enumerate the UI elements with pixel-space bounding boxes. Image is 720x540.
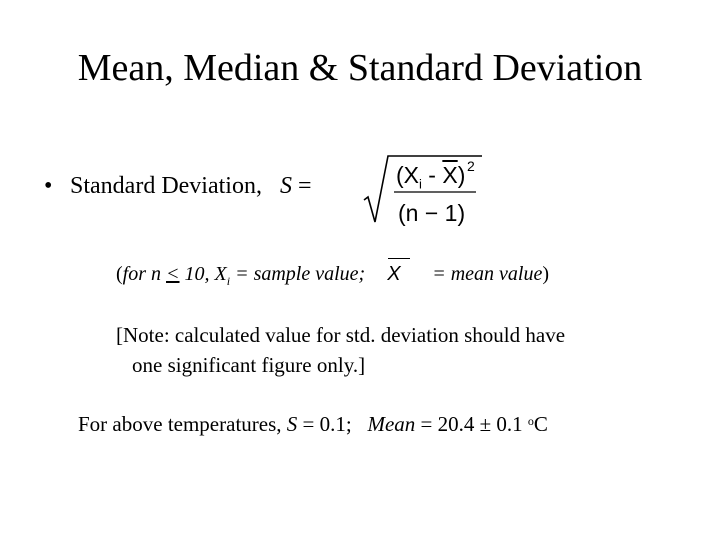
numerator-minus: -: [421, 162, 443, 188]
equals-sign: =: [297, 173, 312, 199]
formula-numerator: [396, 162, 465, 198]
xi-subscript: i: [226, 274, 231, 288]
numerator-xbar: X: [442, 162, 458, 188]
result-s-var: S: [286, 412, 298, 436]
result-prefix: For above temperatures,: [78, 412, 287, 436]
open-paren: (: [116, 263, 123, 285]
result-mean-var: Mean: [367, 412, 416, 436]
numerator-xi: (X: [396, 162, 419, 188]
result-mean-value: = 20.4 ± 0.1: [415, 412, 528, 436]
formula-denominator: (n − 1): [398, 200, 466, 226]
numerator-close: ): [457, 162, 466, 188]
mean-value-text: = mean value: [427, 263, 543, 285]
bullet-icon: •: [44, 173, 53, 199]
result-s-value: = 0.1;: [297, 412, 368, 436]
definition-prefix: for n: [122, 263, 167, 285]
s-variable: S: [279, 173, 292, 199]
degree-symbol: o: [527, 414, 534, 428]
x-bar-symbol: X: [385, 258, 423, 284]
numerator-subscript: i: [419, 176, 422, 192]
bullet-text: Standard Deviation,: [70, 173, 262, 199]
result-unit: C: [533, 412, 548, 436]
std-dev-formula: [362, 150, 486, 230]
close-paren: ): [542, 263, 550, 285]
sample-value-text: = sample value;: [230, 263, 366, 285]
note-line-1: [Note: calculated value for std. deviation should have: [116, 323, 566, 347]
less-than-or-equal: <: [166, 263, 180, 285]
definition-line: [116, 258, 549, 295]
result-line: [78, 406, 548, 439]
formula-exponent: 2: [467, 158, 475, 174]
note-line-2: one significant figure only.]: [132, 353, 366, 377]
bullet-standard-deviation: [44, 170, 312, 202]
xi-symbol: X: [214, 263, 227, 285]
slide-title: Mean, Median & Standard Deviation: [77, 47, 643, 89]
definition-limit: 10,: [179, 263, 215, 285]
note-block: [116, 320, 656, 380]
